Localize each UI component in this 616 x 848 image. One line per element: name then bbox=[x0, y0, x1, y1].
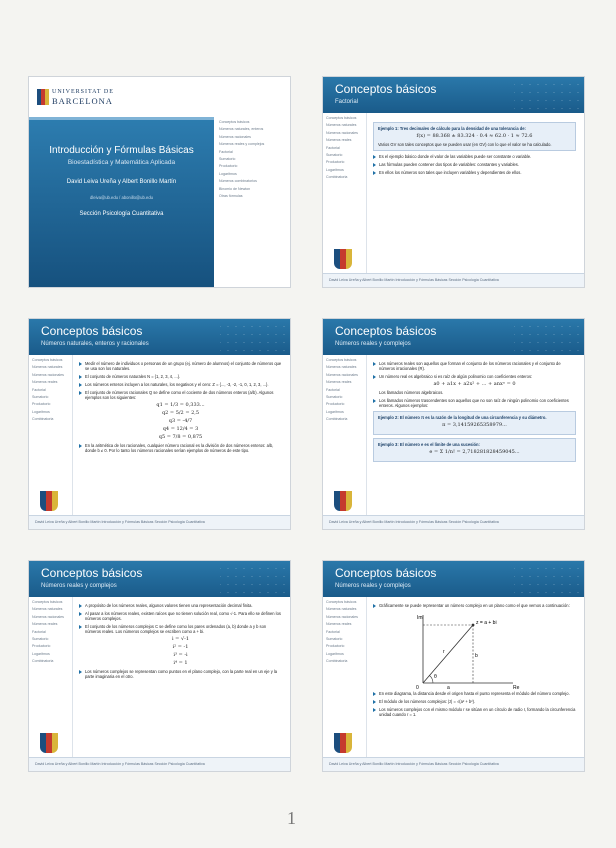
slide-factorial bbox=[322, 76, 585, 288]
university-name-line2: BARCELONA bbox=[52, 96, 113, 106]
slide-outline: Conceptos básicos Números naturales Números racionales Números reales Factorial Sumatorio Productorio Logaritmos Combinatoria bbox=[323, 113, 367, 273]
slide-outline: Conceptos básicos Números naturales Números racionales Números reales Factorial Sumatorio Productorio Logaritmos Combinatoria bbox=[29, 597, 73, 757]
slide-header bbox=[29, 561, 290, 597]
formula: q1 = 1/3 = 0,333... bbox=[156, 402, 205, 408]
slide-outline: Conceptos básicos Números naturales Números racionales Números reales Factorial Sumatorio Productorio Logaritmos Combinatoria bbox=[323, 597, 367, 757]
presentation-subtitle: Bioestadística y Matemática Aplicada bbox=[67, 159, 176, 166]
formula: i⁴ = 1 bbox=[173, 660, 188, 666]
formula: i³ = -i bbox=[173, 652, 188, 658]
theta-label: θ bbox=[434, 674, 437, 680]
slide-naturales bbox=[28, 318, 291, 530]
title-slide-header bbox=[29, 77, 290, 117]
university-crest-icon bbox=[37, 89, 49, 105]
university-crest-icon bbox=[40, 491, 58, 511]
example-box: Ejemplo 1: Tres decimales de cálculo para la densidad de una tolerancia de: f(x) = 88.368 ± 83.324 · 0.4 ≈ 62.0 · 1 ≈ 72.6 Varios GV son tales conceptos que se pueden usar (en GV) con lo que el valor se ha calculado. bbox=[373, 122, 576, 151]
point-label: z = a + bi bbox=[476, 620, 497, 626]
complex-plane-diagram bbox=[403, 611, 523, 689]
re-axis-label: Re bbox=[513, 685, 520, 689]
slide-body: Medir el número de individuos o personas de un grupo (ej. número de alumnos) el conjunto de números que se usa son los naturales. El conjunto de números naturales N = {1, 2, 3, 4, ...}. Los números enteros incluyen a los naturales, los negativos y el cero: Z = {..., -3, -2, -1, 0, 1, 2, 3, ...}. El conjunto de números racionales Q se define como el cociente de dos números enteros (a/b). Algunos ejemplos son los siguientes: q1 = 1/3 = 0,333... q2 = 5/2 = 2,5 q3 = -4/7 q4 = 12/4 = 3 q5 = 7/8 = 0,875 En la aritmética de los racionales, cualquier número racional es la división de dos números enteros: a/b, donde b ≠ 0. Por lo tanto los números racionales serían ejemplos de números de este tipo. bbox=[79, 361, 282, 513]
slide-footer: David Leiva Ureña y Albert Bonillo Martín Introducción y Fórmulas Básicas Sección Psicología Cuantitativa bbox=[29, 515, 290, 529]
slide-footer: David Leiva Ureña y Albert Bonillo Martín Introducción y Fórmulas Básicas Sección Psicología Cuantitativa bbox=[323, 757, 584, 771]
example-box: Ejemplo 2: El número π es la razón de la longitud de una circunferencia y su diámetro. π = 3,14159265358979... bbox=[373, 411, 576, 435]
slide-subtitle: Números naturales, enteros y racionales bbox=[41, 341, 149, 347]
title-slide-outline: Conceptos básicos Números naturales, enteros Números racionales Números reales y complejos Factorial Sumatorio Productorio Logaritmos Números combinatorios Binomio de Newton Otras fórmulas bbox=[214, 117, 290, 287]
title-slide-main bbox=[29, 117, 214, 287]
page-number: 1 bbox=[287, 808, 296, 828]
university-name-line1: UNIVERSITAT DE bbox=[52, 89, 114, 95]
slide-body: Ejemplo 1: Tres decimales de cálculo para la densidad de una tolerancia de: f(x) = 88.368 ± 83.324 · 0.4 ≈ 62.0 · 1 ≈ 72.6 Varios GV son tales conceptos que se pueden usar (en GV) con lo que el valor se ha calculado. Es el ejemplo básico donde el valor de las variables puede ser constante o variable. Las fórmulas pueden contener dos tipos de variables: constantes y variables. En ellos los números son tales que incluyen variables y dependientes de ellos. bbox=[373, 119, 576, 271]
im-axis-label: Im bbox=[417, 615, 423, 621]
slide-outline: Conceptos básicos Números naturales Números racionales Números reales Factorial Sumatorio Productorio Logaritmos Combinatoria bbox=[29, 355, 73, 515]
authors: David Leiva Ureña y Albert Bonillo Martín bbox=[66, 179, 177, 185]
modulus-vector bbox=[423, 625, 473, 683]
slide-plano-complejo bbox=[322, 560, 585, 772]
title-slide bbox=[28, 76, 291, 288]
example-box: Ejemplo 3: El número e es el límite de una sucesión: e = Σ 1/n! = 2,718281828459045... bbox=[373, 438, 576, 462]
slide-body: A propósito de los números reales, algunos valores tienen una representación decimal finita. Al pasar a los números reales, existen raíces que no tienen solución real, como √-1. Para ello se definen los números complejos. El conjunto de los números complejos C se define como los pares ordenados (a, b) donde a y b son números reales. Los números complejos se escriben como a + bi. i = √-1 i² = -1 i³ = -i i⁴ = 1 Los números complejos se representan como puntos en el plano complejo, con la parte real en un eje y la parte imaginaria en el otro. bbox=[79, 603, 282, 755]
slide-subtitle: Números reales y complejos bbox=[41, 583, 117, 589]
slide-title: Conceptos básicos bbox=[335, 82, 437, 96]
formula: q4 = 12/4 = 3 bbox=[162, 426, 199, 432]
slide-footer: David Leiva Ureña y Albert Bonillo Martín Introducción y Fórmulas Básicas Sección Psicología Cuantitativa bbox=[29, 757, 290, 771]
slide-subtitle: Factorial bbox=[335, 99, 359, 105]
complex-point bbox=[472, 624, 475, 627]
author-emails: dleiva@ub.edu / abonillo@ub.edu bbox=[90, 195, 153, 200]
slide-title: Conceptos básicos bbox=[41, 324, 143, 338]
slide-body: Gráficamente se puede representar un número complejo en un plano como el que vemos a continuación: Im Re z = a + bi r b a θ 0 En este diagrama, la distancia desde el origen hasta el punto representa el módulo del número complejo. El módulo de los números complejos: |z| = √(a² + b²). Los números complejos con el mismo módulo r se sitúan en un círculo de radio r, formando la circunferencia unidad cuando r = 1. bbox=[373, 603, 576, 755]
slide-header bbox=[29, 319, 290, 355]
slide-header bbox=[323, 77, 584, 113]
slide-body: Los números reales son aquellos que forman el conjunto de los números racionales y el conjunto de números irracionales (R). Un número real es algebraico si es raíz de algún polinomio con coeficientes enteros: a0 + a1x + a2x² + ... + anxⁿ = 0 Los llamados números algebraicos. Los llamados números trascendentes son aquellos que no son raíz de ningún polinomio con coeficientes enteros. Algunos ejemplos: Ejemplo 2: El número π es la razón de la longitud de una circunferencia y su diámetro. π = 3,14159265358979... Ejemplo 3: El número e es el límite de una sucesión: e = Σ 1/n! = 2,718281828459045... bbox=[373, 361, 576, 513]
slide-footer: David Leiva Ureña y Albert Bonillo Martín Introducción y Fórmulas Básicas Sección Psicología Cuantitativa bbox=[323, 515, 584, 529]
formula: i² = -1 bbox=[172, 644, 189, 650]
university-crest-icon bbox=[334, 491, 352, 511]
formula: q2 = 5/2 = 2,5 bbox=[161, 410, 200, 416]
slide-title: Conceptos básicos bbox=[41, 566, 143, 580]
slide-subtitle: Números reales y complejos bbox=[335, 583, 411, 589]
slide-reales bbox=[322, 318, 585, 530]
university-crest-icon bbox=[334, 249, 352, 269]
slide-title: Conceptos básicos bbox=[335, 566, 437, 580]
modulus-label: r bbox=[443, 649, 445, 655]
slide-outline: Conceptos básicos Números naturales Números racionales Números reales Factorial Sumatorio Productorio Logaritmos Combinatoria bbox=[323, 355, 367, 515]
origin-label: 0 bbox=[416, 685, 419, 689]
slide-header bbox=[323, 561, 584, 597]
formula: q3 = -4/7 bbox=[168, 418, 193, 424]
formula: a0 + a1x + a2x² + ... + anxⁿ = 0 bbox=[433, 381, 516, 387]
a-label: a bbox=[447, 685, 450, 689]
slide-complejos bbox=[28, 560, 291, 772]
section-name: Sección Psicología Cuantitativa bbox=[79, 211, 164, 217]
presentation-title: Introducción y Fórmulas Básicas bbox=[49, 145, 194, 156]
formula: q5 = 7/8 = 0,875 bbox=[158, 434, 203, 440]
slide-header bbox=[323, 319, 584, 355]
slide-title: Conceptos básicos bbox=[335, 324, 437, 338]
formula: i = √-1 bbox=[171, 636, 190, 642]
slide-subtitle: Números reales y complejos bbox=[335, 341, 411, 347]
university-crest-icon bbox=[334, 733, 352, 753]
university-logo bbox=[37, 89, 133, 107]
b-label: b bbox=[475, 653, 478, 659]
university-crest-icon bbox=[40, 733, 58, 753]
slide-footer: David Leiva Ureña y Albert Bonillo Martín Introducción y Fórmulas Básicas Sección Psicología Cuantitativa bbox=[323, 273, 584, 287]
